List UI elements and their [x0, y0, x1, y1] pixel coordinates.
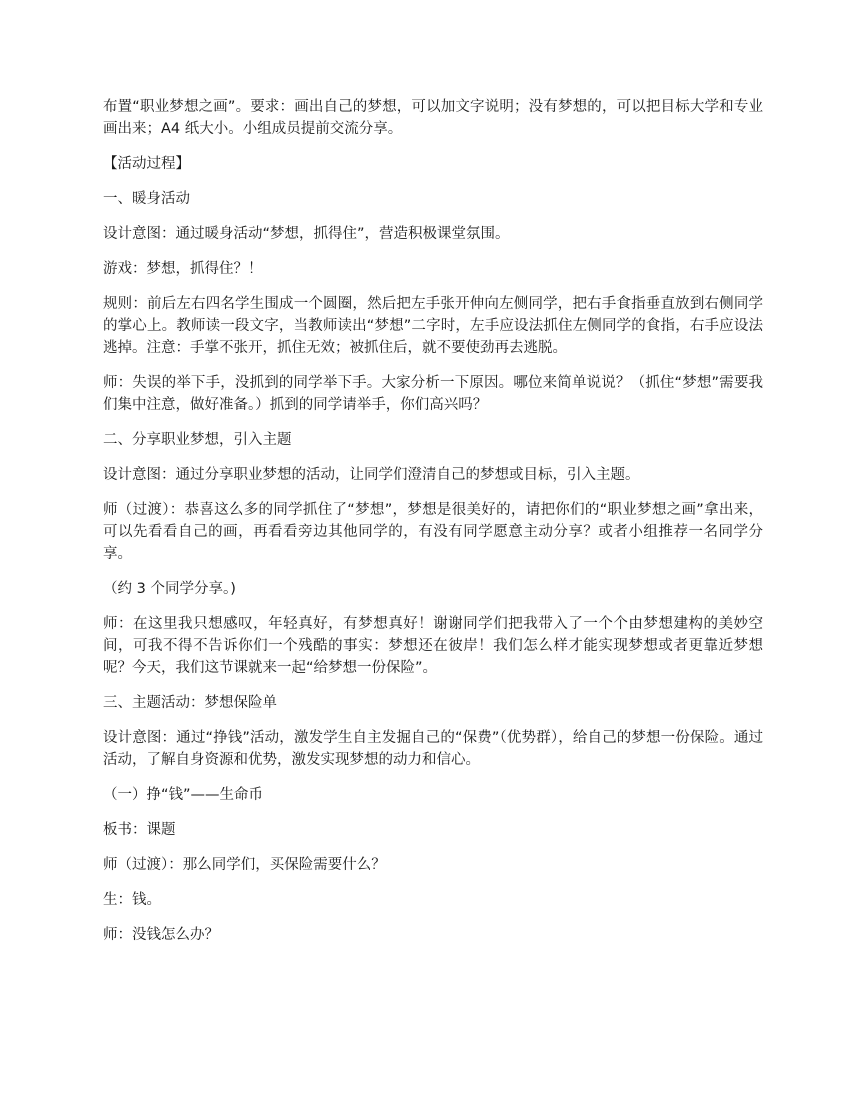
paragraph-teacher-reflection: 师：在这里我只想感叹，年轻真好，有梦想真好！谢谢同学们把我带入了一个个由梦想建构的美妙空间，可我不得不告诉你们一个残酷的事实：梦想还在彼岸！我们怎么样才能实现梦想或者更靠近梦想呢？今天，我们这节课就来一起“给梦想一份保险”。	[103, 616, 763, 676]
section-heading-insurance: 三、主题活动：梦想保险单	[103, 695, 277, 711]
paragraph-design-intent-share: 设计意图：通过分享职业梦想的活动，让同学们澄清自己的梦想或目标，引入主题。	[103, 467, 640, 483]
subsection-heading-earn-money: （一）挣“钱”——生命币	[103, 787, 264, 803]
paragraph-board-note: 板书：课题	[103, 822, 176, 838]
section-heading-warmup: 一、暖身活动	[103, 191, 190, 207]
paragraph-assignment: 布置“职业梦想之画”。要求：画出自己的梦想，可以加文字说明；没有梦想的，可以把目标大学和专业画出来；A4 纸大小。小组成员提前交流分享。	[103, 99, 763, 137]
paragraph-teacher-followup: 师：没钱怎么办？	[103, 927, 219, 943]
document-body	[103, 96, 763, 959]
paragraph-game-rules: 规则：前后左右四名学生围成一个圆圈，然后把左手张开伸向左侧同学，把右手食指垂直放到右侧同学的掌心上。教师读一段文字，当教师读出“梦想”二字时，左手应设法抓住左侧同学的食指，右手应设法逃掉。注意：手掌不张开，抓住无效；被抓住后，就不要使劲再去逃脱。	[103, 296, 763, 356]
paragraph-share-note: （约 3 个同学分享。)	[103, 581, 236, 597]
paragraph-teacher-question: 师（过渡）：那么同学们，买保险需要什么？	[103, 857, 386, 873]
paragraph-teacher-transition: 师（过渡）：恭喜这么多的同学抓住了“梦想”，梦想是很美好的，请把你们的“职业梦想之画”拿出来，可以先看看自己的画，再看看旁边其他同学的，有没有同学愿意主动分享？或者小组推荐一名同学分享。	[103, 502, 763, 562]
paragraph-teacher-discussion: 师：失误的举下手，没抓到的同学举下手。大家分析一下原因。哪位来简单说说？（抓住“梦想”需要我们集中注意，做好准备。）抓到的同学请举手，你们高兴吗？	[103, 375, 763, 413]
paragraph-design-intent-insurance: 设计意图：通过“挣钱”活动，激发学生自主发掘自己的“保费”（优势群），给自己的梦想一份保险。通过活动，了解自身资源和优势，激发实现梦想的动力和信心。	[103, 730, 763, 768]
paragraph-design-intent-warmup: 设计意图：通过暖身活动“梦想，抓得住”，营造积极课堂氛围。	[103, 226, 510, 242]
paragraph-game-title: 游戏：梦想，抓得住？！	[103, 261, 263, 277]
paragraph-student-answer: 生：钱。	[103, 892, 161, 908]
section-heading-activity-process: 【活动过程】	[103, 156, 190, 172]
section-heading-share-dreams: 二、分享职业梦想，引入主题	[103, 432, 292, 448]
